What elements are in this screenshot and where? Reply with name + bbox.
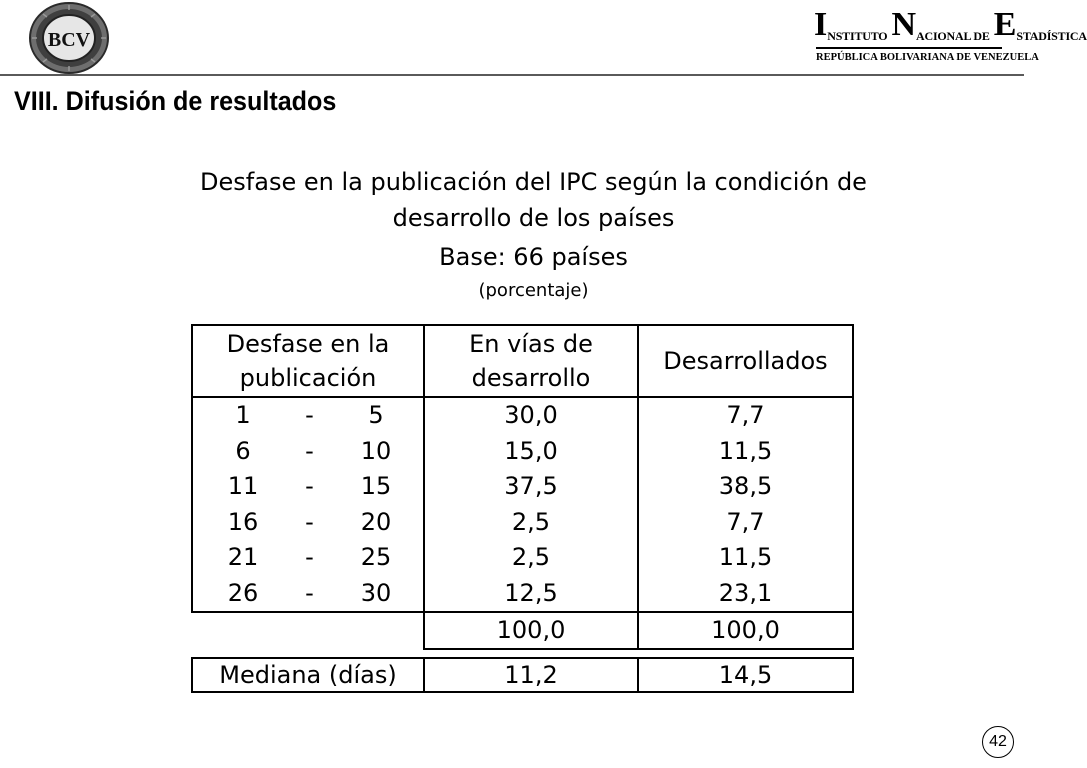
page-number: 42 (982, 726, 1014, 758)
svg-text:BCV: BCV (47, 29, 91, 51)
ine-logo (814, 2, 1087, 70)
table-row (192, 434, 853, 470)
table-header-row (192, 325, 853, 397)
range-cell: 6 - 10 (192, 434, 424, 470)
range-cell: 21 - 25 (192, 540, 424, 576)
total-desarrollados: 100,0 (638, 612, 853, 649)
table-row (192, 397, 853, 434)
desarrollados-cell: 11,5 (638, 540, 853, 576)
en-vias-cell: 2,5 (424, 540, 638, 576)
ine-logo-wordmark: INSTITUTO NACIONAL DE ESTADÍSTICA (814, 6, 1087, 43)
bcv-seal-logo (28, 2, 110, 74)
table-row (192, 505, 853, 541)
table-unit-note: (porcentaje) (478, 280, 589, 301)
median-en-vias: 11,2 (424, 658, 638, 692)
slide-title: VIII. Difusión de resultados (14, 86, 337, 116)
desarrollados-cell: 23,1 (638, 576, 853, 613)
range-cell: 11 - 15 (192, 469, 424, 505)
total-row (192, 612, 853, 649)
range-cell: 16 - 20 (192, 505, 424, 541)
header-desarrollados: Desarrollados (638, 325, 853, 397)
median-row (192, 658, 853, 692)
header-en-vias: En vías de desarrollo (424, 325, 638, 397)
en-vias-cell: 15,0 (424, 434, 638, 470)
table-base-note: Base: 66 países (439, 243, 628, 271)
desarrollados-cell: 7,7 (638, 397, 853, 434)
ine-logo-rule (816, 47, 1002, 49)
total-blank-cell (192, 612, 424, 649)
median-label: Mediana (días) (192, 658, 424, 692)
median-desarrollados: 14,5 (638, 658, 853, 692)
lag-distribution-table (191, 324, 854, 650)
en-vias-cell: 30,0 (424, 397, 638, 434)
table-title-line-2: desarrollo de los países (392, 204, 675, 232)
table-row (192, 576, 853, 613)
median-table (191, 657, 854, 693)
desarrollados-cell: 11,5 (638, 434, 853, 470)
total-en-vias: 100,0 (424, 612, 638, 649)
table-row (192, 469, 853, 505)
table-row (192, 540, 853, 576)
range-cell: 26 - 30 (192, 576, 424, 613)
range-cell: 1 - 5 (192, 397, 424, 434)
en-vias-cell: 12,5 (424, 576, 638, 613)
en-vias-cell: 37,5 (424, 469, 638, 505)
header-divider (0, 74, 1024, 76)
ine-logo-country: REPÚBLICA BOLIVARIANA DE VENEZUELA (816, 52, 1039, 63)
header-desfase: Desfase en la publicación (192, 325, 424, 397)
desarrollados-cell: 38,5 (638, 469, 853, 505)
desarrollados-cell: 7,7 (638, 505, 853, 541)
table-title-line-1: Desfase en la publicación del IPC según la condición de (200, 168, 867, 196)
en-vias-cell: 2,5 (424, 505, 638, 541)
